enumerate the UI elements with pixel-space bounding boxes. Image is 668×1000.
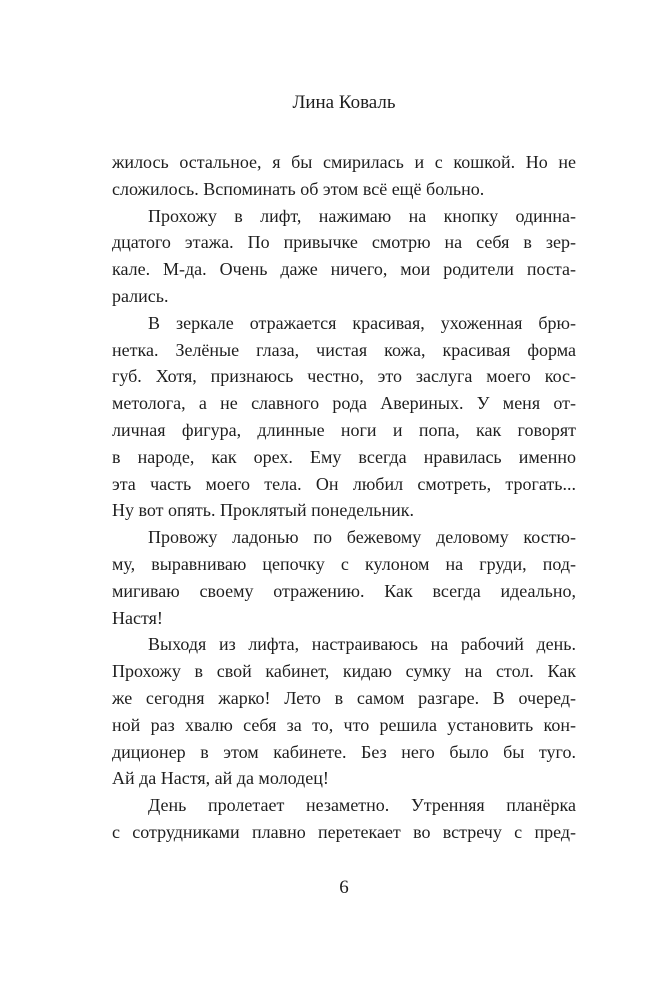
text-line: му, выравниваю цепочку с кулоном на груди, под- bbox=[112, 553, 576, 574]
text-line: Ай да Настя, ай да молодец! bbox=[112, 768, 329, 789]
text-line: мигиваю своему отражению. Как всегда идеально, bbox=[112, 580, 576, 601]
text-line: с сотрудниками плавно перетекает во встречу с пред- bbox=[112, 821, 576, 842]
text-line: Прохожу в лифт, нажимаю на кнопку одинна- bbox=[148, 205, 576, 226]
page-text bbox=[112, 149, 576, 846]
text-line: личная фигура, длинные ноги и попа, как говорят bbox=[112, 419, 576, 440]
text-line: В зеркале отражается красивая, ухоженная брю- bbox=[148, 312, 576, 333]
text-line: диционер в этом кабинете. Без него было бы туго. bbox=[112, 741, 576, 762]
text-line: нетка. Зелёные глаза, чистая кожа, красивая форма bbox=[112, 339, 576, 360]
text-line: в народе, как орех. Ему всегда нравилась именно bbox=[112, 446, 576, 467]
text-line: губ. Хотя, признаюсь честно, это заслуга моего кос- bbox=[112, 366, 576, 387]
text-line: Провожу ладонью по бежевому деловому костю- bbox=[148, 527, 576, 548]
text-line: Ну вот опять. Проклятый понедельник. bbox=[112, 500, 414, 521]
text-line: кале. М-да. Очень даже ничего, мои родители поста- bbox=[112, 259, 576, 280]
text-line: День пролетает незаметно. Утренняя планёрка bbox=[148, 795, 576, 816]
page-number: 6 bbox=[339, 877, 349, 898]
text-line: Настя! bbox=[112, 607, 163, 628]
text-line: эта часть моего тела. Он любил смотреть, трогать... bbox=[112, 473, 576, 494]
running-header-author: Лина Коваль bbox=[292, 92, 396, 113]
text-line: метолога, а не славного рода Авериных. У меня от- bbox=[112, 393, 576, 414]
text-line: ной раз хвалю себя за то, что решила установить кон- bbox=[112, 714, 576, 735]
text-line: рались. bbox=[112, 285, 169, 306]
text-line: Выходя из лифта, настраиваюсь на рабочий день. bbox=[148, 634, 576, 655]
text-line: дцатого этажа. По привычке смотрю на себя в зер- bbox=[112, 232, 576, 253]
text-line: сложилось. Вспоминать об этом всё ещё больно. bbox=[112, 178, 485, 199]
text-line: Прохожу в свой кабинет, кидаю сумку на стол. Как bbox=[112, 661, 576, 682]
text-line: же сегодня жарко! Лето в самом разгаре. В очеред- bbox=[112, 687, 576, 708]
text-line: жилось остальное, я бы смирилась и с кошкой. Но не bbox=[112, 152, 576, 172]
